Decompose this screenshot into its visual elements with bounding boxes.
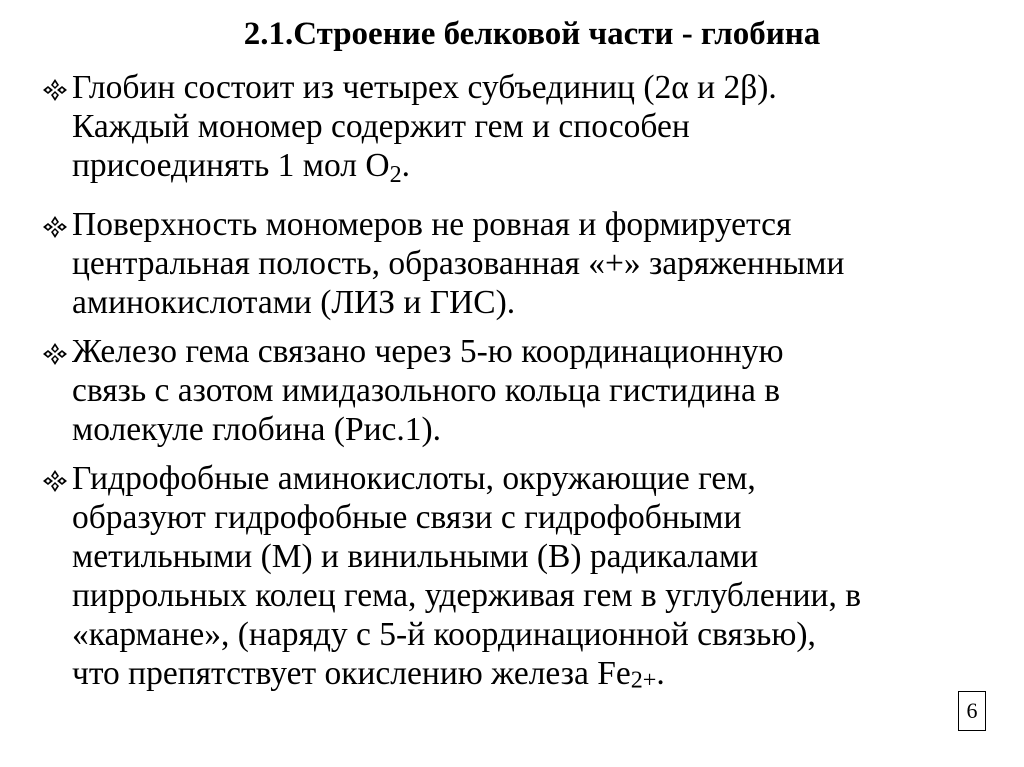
- diamond-bullet-icon: [42, 78, 68, 102]
- bullet-line: образуют гидрофобные связи с гидрофобными: [72, 499, 742, 537]
- bullet-line: центральная полость, образованная «+» заряженными: [72, 245, 845, 283]
- bullet-text: что препятствует окислению железа Fe: [72, 655, 631, 693]
- bullet-item: [42, 459, 1022, 701]
- page-number: 6: [958, 691, 986, 731]
- bullet-item: [42, 332, 1022, 449]
- bullet-line: аминокислотами (ЛИЗ и ГИС).: [72, 284, 516, 322]
- bullet-line: пиррольных колец гема, удерживая гем в углублении, в: [72, 577, 862, 615]
- bullet-line: метильными (М) и винильными (В) радикалами: [72, 538, 759, 576]
- bullet-text: .: [401, 147, 411, 184]
- subscript: 2: [389, 162, 402, 189]
- diamond-bullet-icon: [42, 215, 68, 239]
- bullet-line: Железо гема связано через 5-ю координационную: [72, 333, 784, 371]
- bullet-line: связь с азотом имидазольного кольца гистидина в: [72, 372, 781, 410]
- diamond-bullet-icon: [42, 342, 68, 366]
- bullet-line: [72, 654, 1022, 701]
- bullet-text: .: [656, 655, 665, 693]
- subscript: 2+: [630, 667, 657, 694]
- bullet-list: [42, 68, 1022, 711]
- bullet-line: Глобин состоит из четырех субъединиц (2α и 2β).: [72, 69, 777, 106]
- bullet-line: Каждый мономер содержит гем и способен: [72, 108, 690, 145]
- bullet-line: «кармане», (наряду с 5-й координационной связью),: [72, 616, 816, 654]
- bullet-line: Поверхность мономеров не ровная и формируется: [72, 206, 792, 244]
- slide-title: 2.1.Строение белковой части - глобина: [243, 16, 821, 52]
- bullet-line: [72, 146, 1022, 195]
- diamond-bullet-icon: [42, 469, 68, 493]
- bullet-item: [42, 68, 1022, 195]
- bullet-text: присоединять 1 мол О: [72, 147, 390, 184]
- bullet-line: молекуле глобина (Рис.1).: [72, 411, 442, 449]
- bullet-line: Гидрофобные аминокислоты, окружающие гем,: [72, 460, 756, 498]
- bullet-item: [42, 205, 1022, 322]
